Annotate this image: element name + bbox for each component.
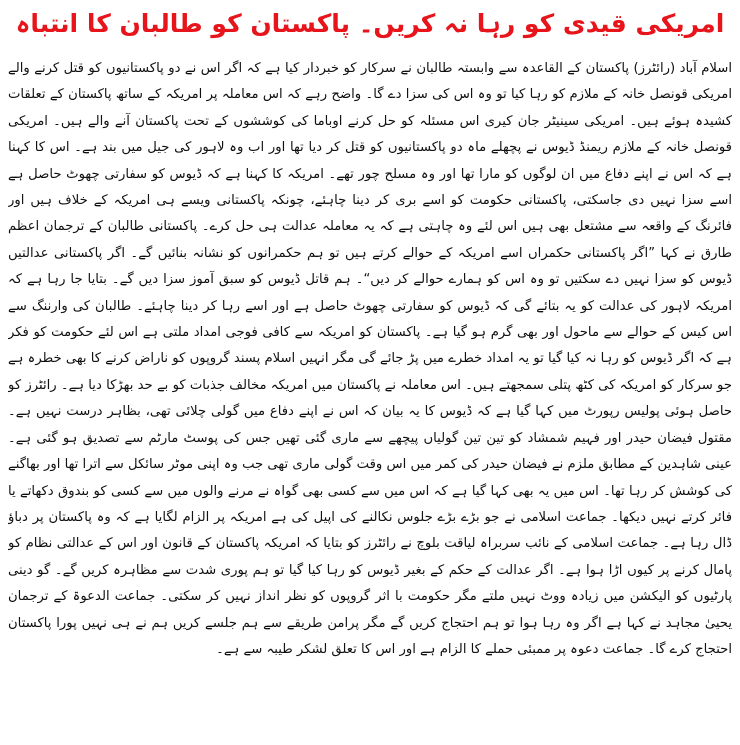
article-headline: امریکی قیدی کو رہا نہ کریں۔ پاکستان کو طالبان کا انتباہ (15, 9, 725, 38)
article-body: اسلام آباد (رائٹرز) پاکستان کے القاعدہ سے وابستہ طالبان نے سرکار کو خبردار کیا ہے کہ اگر اس نے دو پاکستانیوں کو قتل کرنے والے امریکی قونصل خانہ کے ملازم کو رہا کیا تو وہ اس کی سزا دے گا۔ واضح رہے کہ اس معاملہ پر امریکہ کے ساتھ پاکستان کے تعلقات کشیدہ ہوئے ہیں۔ امریکی سینیٹر جان کیری اس مسئلہ کو حل کرنے اوباما کی کوششوں کے تحت پاکستان آنے والے ہیں۔ امریکی قونصل خانہ کے ملازم ریمنڈ ڈیوس نے پچھلے ماہ دو پاکستانیوں کو قتل کر دیا تھا اور اب وہ لاہور کی جیل میں بند ہے۔ اس کا کہنا ہے کہ اس نے اپنے دفاع میں ان لوگوں کو مارا تھا اور وہ مسلح چور تھے۔ امریکہ کا کہنا ہے کہ ڈیوس کو سفارتی چھوٹ حاصل ہے اسے سزا نہیں دی جاسکتی، پاکستانی حکومت کو اسے بری کر دینا چاہئے، چونکہ پاکستانی ویسے ہی امریکہ کے خلاف ہیں اور فائرنگ کے واقعہ سے مشتعل بھی ہیں اس لئے وہ چاہتی ہے کہ یہ معاملہ عدالت ہی حل کرے۔ پاکستانی طالبان کے ترجمان اعظم طارق نے کہا ”اگر پاکستانی حکمراں اسے امریکہ کے حوالے کرتے ہیں تو ہم حکمرانوں کو نشانہ بنائیں گے۔ اگر پاکستانی عدالتیں ڈیوس کو سزا نہیں دے سکتیں تو وہ اس کو ہمارے حوالے کر دیں“۔ ہم قاتل ڈیوس کو سبق آموز سزا دیں گے۔ بتایا جا رہا ہے کہ امریکہ لاہور کی عدالت کو یہ بتائے گی کہ ڈیوس کو سفارتی چھوٹ حاصل ہے اور اسے رہا کر دینا چاہئے۔ طالبان کی وارننگ سے اس کیس کے حوالے سے ماحول اور بھی گرم ہو گیا ہے۔ پاکستان کو امریکہ سے کافی فوجی امداد ملتی ہے اس لئے حکومت کو فکر ہے کہ اگر ڈیوس کو رہا نہ کیا گیا تو یہ امداد خطرے میں پڑ جائے گی مگر انہیں اسلام پسند گروپوں کو ناراض کرنے کا بھی خطرہ ہے جو سرکار کو امریکہ کی کٹھ پتلی سمجھتے ہیں۔ اس معاملہ نے پاکستان میں امریکہ مخالف جذبات کو بے حد بھڑکا دیا ہے۔ رائٹرز کو حاصل ہوئی پولیس رپورٹ میں کہا گیا ہے کہ ڈیوس کا یہ بیان کہ اس نے اپنے دفاع میں گولی چلائی تھی، بظاہر درست نہیں ہے۔ مقتول فیضان حیدر اور فہیم شمشاد کو تین تین گولیاں پیچھے سے ماری گئی تھیں جس کی پوسٹ مارٹم سے تصدیق ہو گئی ہے۔ عینی شاہدین کے مطابق ملزم نے فیضان حیدر کی کمر میں اس وقت گولی ماری تھی جب وہ اپنی موٹر سائکل سے اترا تھا اور بھاگنے کی کوشش کر رہا تھا۔ اس میں یہ بھی کہا گیا ہے کہ اس میں سے کسی بھی گواہ نے مرنے والوں میں سے کسی کو بندوق دکھاتے یا فائر کرتے نہیں دیکھا۔ جماعت اسلامی نے جو بڑے بڑے جلوس نکالنے کی اپیل کی ہے امریکہ پر الزام لگایا ہے کہ وہ پاکستان پر دباؤ ڈال رہا ہے۔ جماعت اسلامی کے نائب سربراہ لیاقت بلوچ نے رائٹرز کو بتایا کہ امریکہ پاکستان کے قانون اور اس کے عدالتی نظام کو پامال کرنے پر کیوں اڑا ہوا ہے۔ اگر عدالت کے حکم کے بغیر ڈیوس کو رہا کیا گیا تو ہم پوری شدت سے مظاہرہ کریں گے۔ گو دینی پارٹیوں کو الیکشن میں زیادہ ووٹ نہیں ملتے مگر حکومت با اثر گروپوں کو نظر انداز نہیں کر سکتی۔ جماعت الدعوۃ کے ترجمان یحییٰ مجاہد نے کہا ہے اگر وہ رہا ہوا تو ہم احتجاج کریں گے مگر پرامن طریقے سے ہم جلسے کریں ہم نے ہی نہیں پورا پاکستان احتجاج کرے گا۔ جماعت دعوہ پر ممبئی حملے کا الزام ہے اور اس کا تعلق لشکر طیبہ سے ہے۔ (8, 61, 732, 657)
